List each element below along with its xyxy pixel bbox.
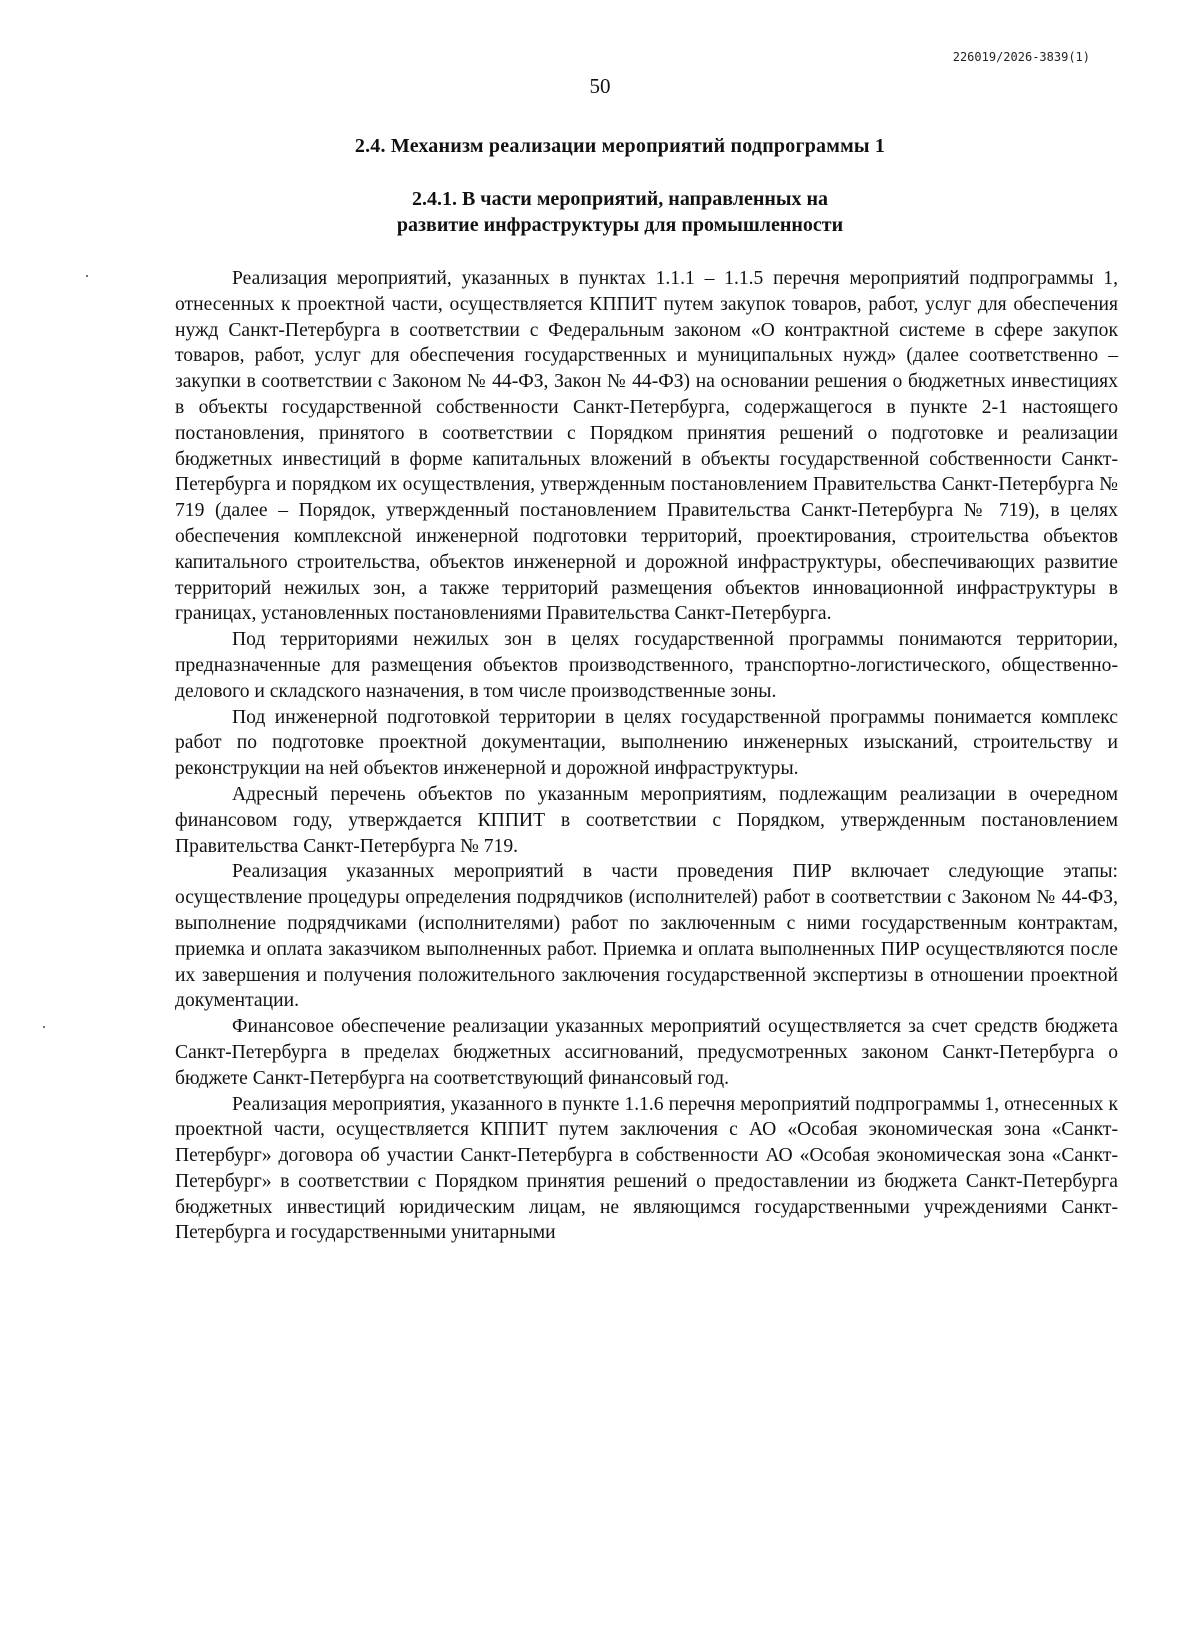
scan-speck	[86, 275, 88, 277]
scan-speck	[43, 1026, 45, 1028]
paragraph: Реализация мероприятия, указанного в пункте 1.1.6 перечня мероприятий подпрограммы 1, отнесенных к проектной части, осуществляется КППИТ путем заключения с АО «Особая экономическая зона «Санкт-Петербург» договора об участии Санкт-Петербурга в собственности АО «Особая экономическая зона «Санкт-Петербург» в соответствии с Порядком принятия решений о предоставлении из бюджета Санкт-Петербурга бюджетных инвестиций юридическим лицам, не являющимся государственными учреждениями Санкт-Петербурга и государственными унитарными	[175, 1093, 1118, 1244]
subsection-title	[140, 186, 1100, 238]
subsection-title-line: 2.4.1. В части мероприятий, направленных на	[411, 188, 829, 210]
body-text	[175, 266, 1118, 1246]
document-id: 226019/2026-3839(1)	[952, 50, 1090, 64]
section-title: 2.4. Механизм реализации мероприятий подпрограммы 1	[354, 135, 886, 157]
paragraph: Финансовое обеспечение реализации указанных мероприятий осуществляется за счет средств бюджета Санкт-Петербурга в пределах бюджетных ассигнований, предусмотренных законом Санкт-Петербурга о бюджете Санкт-Петербурга на соответствующий финансовый год.	[175, 1016, 1118, 1089]
paragraph: Реализация мероприятий, указанных в пунктах 1.1.1 – 1.1.5 перечня мероприятий подпрограммы 1, отнесенных к проектной части, осуществляется КППИТ путем закупок товаров, работ, услуг для обеспечения нужд Санкт-Петербурга в соответствии с Федеральным законом «О контрактной системе в сфере закупок товаров, работ, услуг для обеспечения государственных и муниципальных нужд» (далее соответственно – закупки в соответствии с Законом № 44-ФЗ, Закон № 44-ФЗ) на основании решения о бюджетных инвестициях в объекты государственной собственности Санкт-Петербурга, содержащегося в пункте 2-1 настоящего постановления, принятого в соответствии с Порядком принятия решений о подготовке и реализации бюджетных инвестиций в форме капитальных вложений в объекты государственной собственности Санкт-Петербурга и порядком их осуществления, утвержденным постановлением Правительства Санкт-Петербурга № 719 (далее – Порядок, утвержденный постановлением Правительства Санкт-Петербурга № 719), в целях обеспечения комплексной инженерной подготовки территорий, проектирования, строительства объектов капитального строительства, объектов инженерной и дорожной инфраструктуры, обеспечивающих развитие территорий нежилых зон, а также территорий размещения объектов инновационной инфраструктуры в границах, установленных постановлениями Правительства Санкт-Петербурга.	[175, 268, 1118, 625]
paragraph: Под территориями нежилых зон в целях государственной программы понимаются территории, предназначенные для размещения объектов производственного, транспортно-логистического, общественно-делового и складского назначения, в том числе производственные зоны.	[175, 629, 1118, 702]
page-number: 50	[589, 74, 611, 98]
paragraph: Реализация указанных мероприятий в части проведения ПИР включает следующие этапы: осуществление процедуры определения подрядчиков (исполнителей) работ в соответствии с Законом № 44-ФЗ, выполнение подрядчиками (исполнителями) работ по заключенным с ними государственным контрактам, приемка и оплата заказчиком выполненных работ. Приемка и оплата выполненных ПИР осуществляются после их завершения и получения положительного заключения государственной экспертизы в отношении проектной документации.	[175, 861, 1118, 1012]
paragraph: Адресный перечень объектов по указанным мероприятиям, подлежащим реализации в очередном финансовом году, утверждается КППИТ в соответствии с Порядком, утвержденным постановлением Правительства Санкт-Петербурга № 719.	[175, 783, 1118, 857]
subsection-title-line: развитие инфраструктуры для промышленности	[396, 214, 844, 236]
paragraph: Под инженерной подготовкой территории в целях государственной программы понимается комплекс работ по подготовке проектной документации, выполнению инженерных изысканий, строительству и реконструкции на ней объектов инженерной и дорожной инфраструктуры.	[175, 706, 1118, 780]
